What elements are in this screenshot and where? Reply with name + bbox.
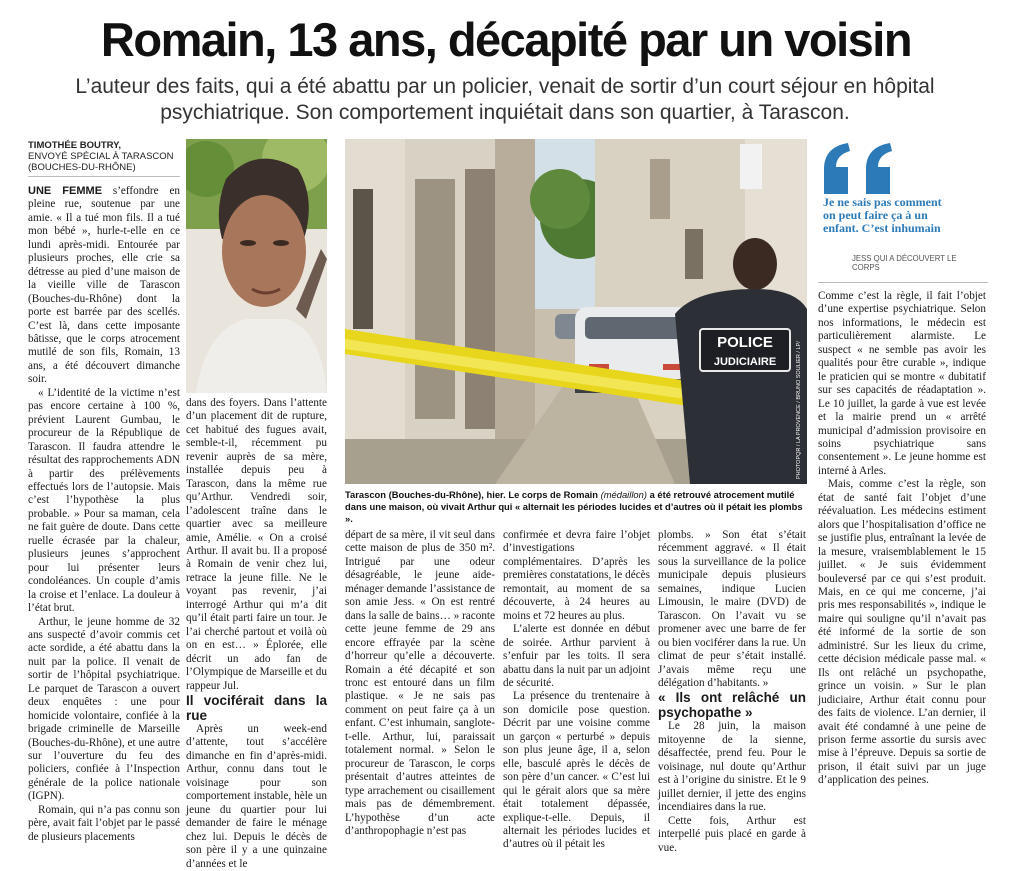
paragraph: Comme c’est la règle, il fait l’objet d’une expertise psychiatrique. Selon nos informations, le médecin est particulièrement alarmiste. Le suspect « ne semble pas avoir les qualités pour être curable », indique le praticien qui se montre « dubitatif sur ses capacités de réadaptation ». Le 10 juillet, la garde à vue est levée et la mairie prend un « arrêté municipal d’admission provisoire en soins psychiatrique sans consentement ». Le jeune homme est interné à Arles. xyxy=(818,290,986,477)
police-patch-line1: POLICE xyxy=(717,334,773,351)
byline-role: ENVOYÉ SPÉCIAL À TARASCON xyxy=(28,151,174,162)
photo-credit: PHOTOPQR / LA PROVENCE / BRUNO SOULIER / LP/ xyxy=(796,341,802,479)
medallion-photo xyxy=(186,139,327,393)
paragraph xyxy=(28,185,180,387)
portrait-image xyxy=(186,139,327,393)
police-patch-line2: JUDICIAIRE xyxy=(713,356,777,368)
paragraph: Le 28 juin, la maison mitoyenne de la sienne, désaffectée, prend feu. Pour le voisinage, nul doute qu’Arthur est à l’origine du sinistre. Et le 9 juillet dernier, il jette des engins incendiaires dans la rue. xyxy=(658,720,806,814)
article-column-1 xyxy=(28,185,180,844)
lead-in: UNE FEMME xyxy=(28,185,103,197)
main-photo xyxy=(345,139,807,484)
quote-divider xyxy=(818,282,988,283)
paragraph: « L’identité de la victime n’est pas encore certaine à 100 %, prévient Laurent Gumbau, le procureur de la République de Tarascon. Il faudra attendre le résultat des rapprochements ADN à partir des prélèvements effectués lors de l’autopsie. Mais c’est l’hypothèse la plus probable. » Pour sa maman, cela ne fait guère de doute. Dans cette ruelle écrasée par la chaleur, plusieurs jeunes s’approchent pour lui présenter leurs condoléances. Un couple d’amis la croise et l’enlace. La douleur à l’état brut. xyxy=(28,386,180,615)
paragraph: Romain, qui n’a pas connu son père, avait fait l’objet par le passé de plusieurs placements xyxy=(28,803,180,843)
article-column-5 xyxy=(658,529,806,855)
caption-italic: (médaillon) xyxy=(600,489,647,500)
byline-name: TIMOTHÉE BOUTRY, xyxy=(28,140,122,151)
article-column-4 xyxy=(503,529,650,852)
article-column-3 xyxy=(345,529,495,838)
paragraph: L’alerte est donnée en début de soirée. Arthur parvient à s’enfuir par les toits. Il sera abattu dans la nuit par un adjoint de sécurité. xyxy=(503,623,650,689)
paragraph-text: s’effondre en pleine rue, soutenue par une amie. « Il a tué mon fils. Il a tué mon bébé », hurle-t-elle en ce lundi après-midi. Entourée par plusieurs proches, elle crie sa détresse au pied d’une maison de la vieille ville de Tarascon (Bouches-du-Rhône) dont la porte est barrée par des scellés. C’est là, dans cette imposante bâtisse, que le corps atrocement mutilé de son fils, Romain, 13 ans, a été découvert dimanche soir. xyxy=(28,185,181,386)
paragraph: départ de sa mère, il vit seul dans cette maison de plus de 350 m². Intrigué par une odeur désagréable, le jeune aide-ménager demande l’assistance de son amie Jess. « On est rentré dans la salle de bains… » raconte cette jeune femme de 29 ans encore effrayée par la scène d’horreur qu’elle a découverte. Romain a été décapité et son tronc est entouré dans un film plastique. « Je ne sais pas comment on peut faire ça à un enfant. C’est inhumain, sanglote-t-elle. Arthur, lui, paraissait totalement normal. » Selon le procureur de Tarascon, le corps présentait d’autres atteintes de type arrachement ou cisaillement mais pas de démembrement. L’hypothèse d’un acte d’anthropophagie n’est pas xyxy=(345,529,495,837)
photo-caption xyxy=(345,489,807,525)
standfirst: L’auteur des faits, qui a été abattu par un policier, venait de sortir d’un court séjour en hôpital psychiatrique. Son comportement inquiétait dans son quartier, à Tarascon. xyxy=(75,75,935,124)
subheading: Il vociférait dans la rue xyxy=(186,692,327,723)
paragraph: Après un week-end d’attente, tout s’accélère dimanche en fin d’après-midi. Arthur, connu dans tout le voisinage pour son comportement instable, hèle un jeune du quartier pour lui demander de faire le ménage chez lui. Depuis le décès de son père il y a une quinzaine d’années et le xyxy=(186,722,327,870)
headline: Romain, 13 ans, décapité par un voisin xyxy=(100,13,912,66)
paragraph: Arthur, le jeune homme de 32 ans suspecté d’avoir commis cet acte sordide, a été abattu dans la nuit par la police. Il venait de sortir de l’hôpital psychiatrique. Le parquet de Tarascon a ouvert deux enquêtes : une pour homicide volontaire, confiée à la brigade criminelle de Marseille (Bouches-du-Rhône), et une autre sur l’ouverture du feu des policiers, confiée à l’Inspection générale de la police nationale (IGPN). xyxy=(28,615,180,803)
caption-text-rest: a été retrouvé atrocement mutilé dans une maison, où vivait Arthur qui « alternait les périodes lucides et d’autres où il pétait les plombs ». xyxy=(345,489,803,524)
caption-text: Tarascon (Bouches-du-Rhône), hier. Le corps de Romain xyxy=(345,489,601,500)
quote-text: Je ne sais pas comment on peut faire ça à un enfant. C’est inhumain xyxy=(823,195,942,235)
paragraph: plombs. » Son état s’était récemment aggravé. « Il était sous la surveillance de la police municipale depuis plusieurs semaines, indique Lucien Limousin, le maire (DVD) de Tarascon. On l’avait vu se promener avec une barre de fer ou bien vociférer dans la rue. Un climat de peur s’était installé. J’avais même reçu une délégation d’habitants. » xyxy=(658,529,806,689)
paragraph: dans des foyers. Dans l’attente d’un placement dit de rupture, cet habitué des fugues avait, semble-t-il, récemment pu revenir auprès de sa mère, installée depuis peu à Tarascon, dans la même rue qu’Arthur. Vendredi soir, l’adolescent traîne dans le quartier avec sa meilleure amie, Amélie. « On a croisé Arthur. Il avait bu. Il a proposé à Romain de venir chez lui, retrace la jeune fille. Ne le voyant pas revenir, j’ai interrogé Arthur qui m’a dit qu’il était parti faire un tour. Je l’ai cherché partout et voilà où on en est… » Éplorée, elle décrit un ado fan de l’Olympique de Marseille et du rappeur Jul. xyxy=(186,397,327,692)
byline-divider xyxy=(28,176,180,177)
paragraph: confirmée et devra faire l’objet d’investigations complémentaires. D’après les premières constatations, le décès remontait, au moment de sa découverte, à 24 heures au moins et 72 heures au plus. xyxy=(503,529,650,622)
byline-place: (BOUCHES-DU-RHÔNE) xyxy=(28,162,136,173)
paragraph: La présence du trentenaire à son domicile pose question. Décrit par une voisine comme un garçon « perturbé » depuis son plus jeune âge, il a, selon elle, basculé après le décès de son père d’un cancer. « C’est lui qui le gérait alors que sa mère était totalement dépassée, explique-t-elle. Depuis, il alternait les périodes lucides et d’autres où il pétait les xyxy=(503,690,650,851)
paragraph: Mais, comme c’est la règle, son état de santé fait l’objet d’une réévaluation. Les médecins estiment alors que l’hospitalisation d’office ne se justifie plus, entraînant la levée de la mesure, vraisemblablement le 15 juillet. « Je suis évidemment bouleversé par ce qui s’est produit. Mais, en ce qui me concerne, j’ai pris mes responsabilités », indique le maire qui souligne qu’il n’avait pas été informé de la sortie de son administré. Sur les lieux du crime, cette décision médicale passe mal. « Ils ont relâché un psychopathe, grince un voisin. » Sur le plan judiciaire, Arthur était connu pour des faits de violence. L’an dernier, il avait été condamné à une peine de prison ferme assortie du sursis avec mise à l’épreuve. Depuis sa sortie de prison, il était suivi par un juge d’application des peines. xyxy=(818,478,986,787)
street-scene-image xyxy=(345,139,807,484)
article-column-6 xyxy=(818,290,986,788)
quote-source: JESS QUI A DÉCOUVERT LE CORPS xyxy=(852,254,957,272)
subheading: « Ils ont relâché un psychopathe » xyxy=(658,690,806,721)
quote-marks-icon xyxy=(818,139,918,199)
byline xyxy=(28,140,180,173)
article-column-2 xyxy=(186,397,327,871)
paragraph: Cette fois, Arthur est interpellé puis placé en garde à vue. xyxy=(658,814,806,854)
